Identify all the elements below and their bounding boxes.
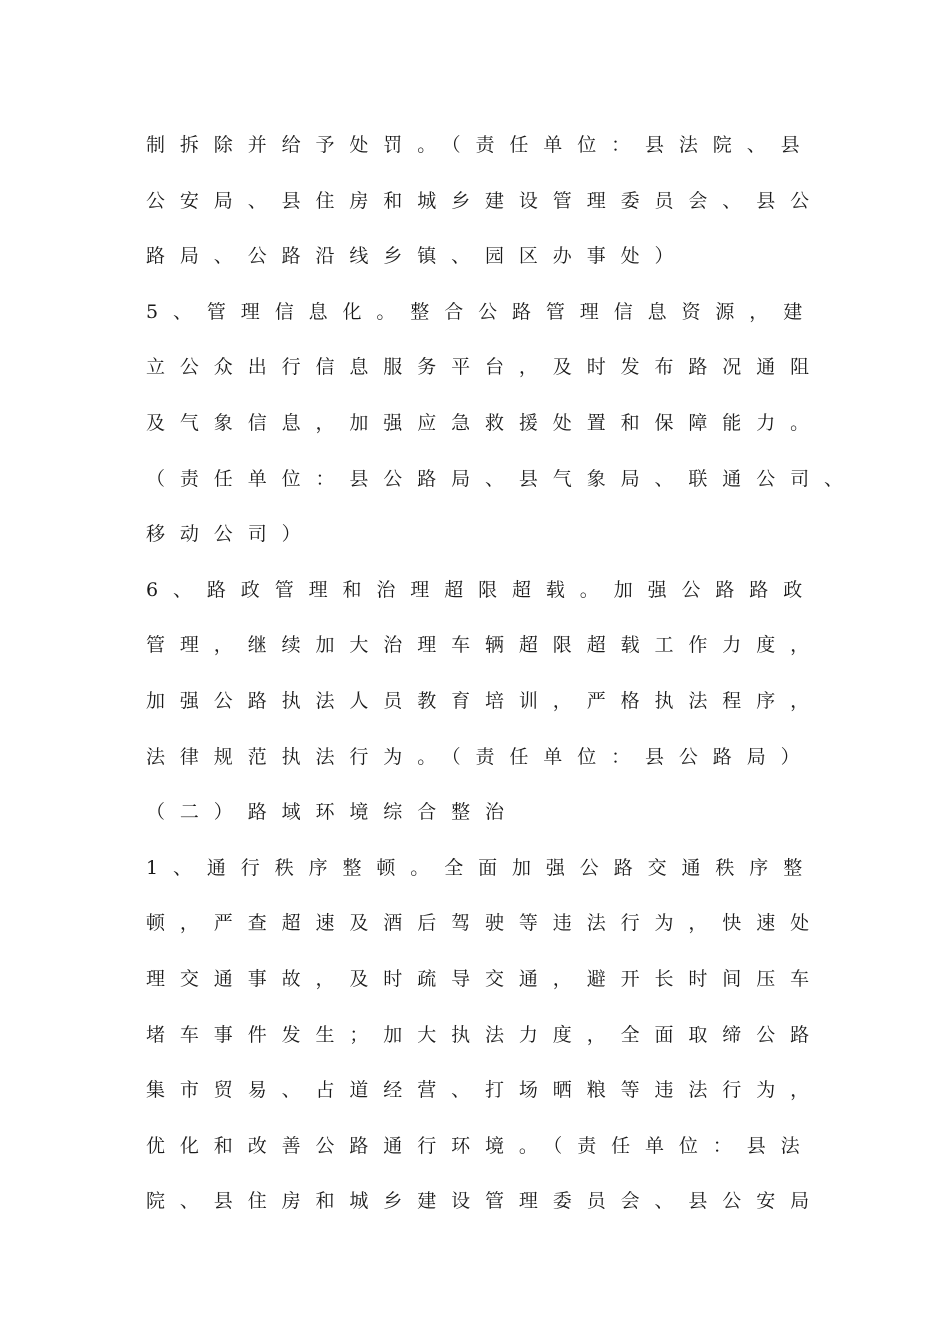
text-line: （责任单位：县公路局、县气象局、联通公司、 xyxy=(146,468,858,490)
text-line: 集市贸易、占道经营、打场晒粮等违法行为， xyxy=(146,1079,825,1101)
text-line: 移动公司） xyxy=(146,523,316,545)
text-line: 公安局、县住房和城乡建设管理委员会、县公 xyxy=(146,190,825,212)
text-line: 及气象信息，加强应急救援处置和保障能力。 xyxy=(146,412,825,434)
text-line: 理交通事故，及时疏导交通，避开长时间压车 xyxy=(146,968,825,990)
text-line: 堵车事件发生；加大执法力度，全面取缔公路 xyxy=(146,1024,825,1046)
text-line: 院、县住房和城乡建设管理委员会、县公安局 xyxy=(146,1190,825,1212)
text-line: 立公众出行信息服务平台，及时发布路况通阻 xyxy=(146,356,825,378)
text-line: 路局、公路沿线乡镇、园区办事处） xyxy=(146,245,689,267)
section-heading: （二）路域环境综合整治 xyxy=(146,801,519,823)
text-line: 顿，严查超速及酒后驾驶等违法行为，快速处 xyxy=(146,912,825,934)
text-line: 1、通行秩序整顿。全面加强公路交通秩序整 xyxy=(146,857,818,879)
text-line: 管理，继续加大治理车辆超限超载工作力度， xyxy=(146,634,825,656)
text-line: 法律规范执法行为。（责任单位：县公路局） xyxy=(146,746,815,768)
text-line: 5、管理信息化。整合公路管理信息资源，建 xyxy=(146,301,818,323)
text-line: 加强公路执法人员教育培训，严格执法程序， xyxy=(146,690,825,712)
text-line: 制拆除并给予处罚。（责任单位：县法院、县 xyxy=(146,134,815,156)
text-line: 6、路政管理和治理超限超载。加强公路路政 xyxy=(146,579,818,601)
text-line: 优化和改善公路通行环境。（责任单位：县法 xyxy=(146,1135,815,1157)
